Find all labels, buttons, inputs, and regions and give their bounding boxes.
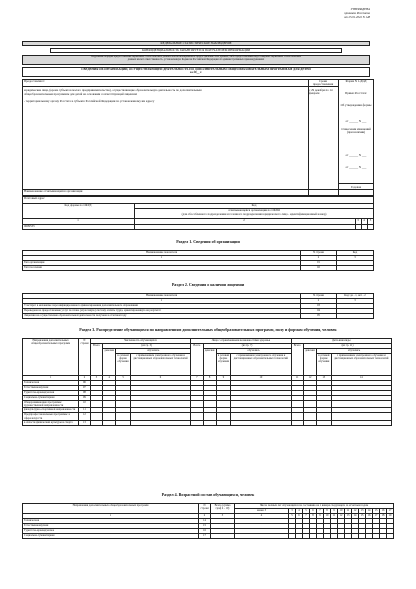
org-col-1: 1 [77, 218, 79, 222]
s3-g2-network: в сетевой форме обучения [216, 354, 231, 376]
s4-age-4: 4 [295, 509, 302, 514]
s4-num-2: 2 [199, 514, 211, 519]
table-row [23, 413, 392, 420]
s4-num-5: 5 [288, 514, 295, 519]
s4-row-1-line: 14 [199, 519, 211, 524]
s3-row-5-cell[interactable] [291, 401, 303, 408]
s4-num-9: 9 [316, 514, 323, 519]
s4-num-12: 12 [337, 514, 344, 519]
s4-num-18: 18 [379, 514, 386, 519]
s4-row-3-line: 16 [199, 529, 211, 534]
s4-num-7: 7 [302, 514, 309, 519]
s3-row-7-cell[interactable] [216, 413, 231, 420]
approval-date-1: от ______ N ___ [345, 119, 367, 123]
s4-num-19: 19 [386, 514, 393, 519]
s2-num-3: 3 [337, 299, 374, 304]
s3-g1-learn: обучались [116, 349, 191, 354]
s3-col-line: N строки [79, 339, 91, 376]
s3-row-7-cell[interactable] [317, 413, 332, 420]
s1-col-code: Код [337, 251, 374, 256]
s4-age-15: 15 [372, 509, 379, 514]
form-number: Форма N 1-ДОД [345, 79, 367, 83]
table-row [23, 314, 374, 319]
s3-row-1-name: Техническая [23, 381, 79, 386]
s3-g1-distance: с применением электронного обучения и дистанционных образовательных технологий [130, 354, 190, 376]
section-1-title: Раздел 1. Сведения об организации [176, 239, 240, 244]
s4-row-4-cell[interactable] [372, 534, 379, 539]
s4-row-4-cell[interactable] [365, 534, 372, 539]
submitters-label: Предоставляют: [24, 79, 45, 83]
s3-row-5-cell[interactable] [303, 401, 316, 408]
s3-row-7-cell[interactable] [331, 413, 391, 420]
approval-about: Об утверждении формы [340, 103, 372, 107]
s3-num-12: 12 [303, 376, 316, 381]
s3-row-1-line: 06 [79, 381, 91, 386]
s1-row-2-value[interactable] [337, 266, 374, 271]
s3-row-7-cell[interactable] [116, 413, 131, 420]
table-row [23, 266, 374, 271]
s4-col-total: Всего (сумма граф 4 - 19) [211, 504, 235, 514]
s3-row-5-cell[interactable] [317, 401, 332, 408]
approved-line-3: от 25.01.2022 N 148 [344, 15, 370, 19]
s4-num-17: 17 [372, 514, 379, 519]
s2-num-1: 1 [23, 299, 301, 304]
s3-num-1: 1 [23, 376, 79, 381]
s4-col-ages: Число полных лет обучающихся по состоянию на 1 января следующего за отчетным годом [235, 504, 394, 509]
s3-row-8-cell[interactable] [116, 420, 131, 425]
s3-row-8-cell[interactable] [191, 420, 203, 425]
s3-g3-girls: девочки [303, 349, 316, 376]
observation-text: ФЕДЕРАЛЬНОЕ СТАТИСТИЧЕСКОЕ НАБЛЮДЕНИЕ [160, 41, 232, 45]
s3-g1-sub: (из гр. 3) [103, 344, 191, 349]
s3-row-4-line: 09 [79, 396, 91, 401]
s2-col-line: N строки [301, 294, 337, 299]
org-col-2: 2 [243, 218, 245, 222]
s1-row-2-line: 02 [301, 266, 337, 271]
s4-age-8: 8 [323, 509, 330, 514]
s4-row-4-cell[interactable] [309, 534, 316, 539]
s4-num-6: 6 [295, 514, 302, 519]
s3-g2-girls: девочки [203, 349, 216, 376]
org-col-3: 3 [357, 218, 359, 222]
s4-row-4-cell[interactable] [302, 534, 309, 539]
s1-num-1: 1 [23, 256, 301, 261]
s4-row-4-cell[interactable] [323, 534, 330, 539]
s4-row-4-line: 17 [199, 534, 211, 539]
s4-age-17: 17 [386, 509, 393, 514]
s1-col-line: N строки [301, 251, 337, 256]
s3-g3-network: в сетевой форме обучения [317, 354, 332, 376]
s4-age-12: 12 [351, 509, 358, 514]
observation-banner [22, 41, 370, 46]
s3-row-7-cell[interactable] [291, 413, 303, 420]
s3-row-8-name: в области физической культуры и спорта [23, 420, 79, 425]
s3-row-7-cell[interactable] [130, 413, 190, 420]
s1-col-name: Наименование показателя [23, 251, 301, 256]
s4-row-4-cell[interactable] [211, 534, 235, 539]
s3-row-7-line: 12 [79, 413, 91, 420]
section-4-title: Раздел 4. Возрастной состав обучающихся, человек [161, 492, 255, 497]
s4-row-4-cell[interactable] [386, 534, 393, 539]
s3-row-7-name: Предпрофессиональные программы: в сфере искусств [23, 413, 79, 420]
approved-line-2: приказом Росстата [344, 11, 370, 15]
approval-date-3: от ______ N ___ [345, 165, 367, 169]
s3-num-6: 6 [130, 376, 190, 381]
submitters-line-2: общеобразовательным программам для детей на основании соответствующей лицензии: [24, 92, 138, 96]
s3-row-8-line: 13 [79, 420, 91, 425]
confidential-banner [50, 48, 342, 53]
s3-row-8-cell[interactable] [291, 420, 303, 425]
approval-changes: О внесении изменений (при наличии) [341, 127, 371, 135]
code-label: Код [251, 203, 257, 207]
s3-g2-learn: обучались [216, 349, 291, 354]
s3-num-4: 4 [103, 376, 116, 381]
s2-num-2: 2 [301, 299, 337, 304]
submitters-line-3: - территориальному органу Росстата в субъекте Российской Федерации по установленному им адресу [24, 99, 155, 103]
s4-row-4-cell[interactable] [379, 534, 386, 539]
okpo-note: (для обособленного подразделения и головного подразделения юридического лица - идентификационный номер) [181, 212, 327, 216]
org-col-5: 5 [369, 218, 372, 222]
submitters-line-1: юридические лица, (кроме субъектов малого предпринимательства), осуществляющие образовательную деятельность по дополнительным [24, 88, 202, 92]
s4-col-line: N строки [199, 504, 211, 514]
s3-num-9: 9 [216, 376, 231, 381]
org-name-label: Наименование отчитывающейся организации [24, 189, 83, 193]
s3-row-5-name: Общеразвивающие программы: художественной направленности [23, 401, 79, 408]
s4-row-2-name: Естественнонаучная [23, 524, 199, 529]
s3-g2-distance: с применением электронного обучения и дистанционных образовательных технологий [231, 354, 291, 376]
table-row [23, 420, 392, 425]
s1-row-1-line: 01 [301, 261, 337, 266]
s3-g3-sub: (из гр. 11) [303, 344, 391, 349]
s4-row-4-cell[interactable] [358, 534, 365, 539]
s2-row-1-name: Участвует в механизме персонифицированного финансирования дополнительного образования [23, 304, 301, 309]
s3-row-8-cell[interactable] [303, 420, 316, 425]
s3-num-13: 13 [317, 376, 332, 381]
okud-value: 0609533 [24, 224, 35, 228]
periodicity: Годовая [351, 185, 361, 189]
s4-row-4-cell[interactable] [330, 534, 337, 539]
s4-age-9: 9 [330, 509, 337, 514]
s4-age-11: 11 [344, 509, 351, 514]
s3-g3-total: Всего [291, 344, 303, 376]
s3-group-3: Дети-инвалиды [291, 339, 392, 344]
s1-row-1-name: Тип организации [23, 261, 301, 266]
submitters-block [22, 79, 374, 196]
s3-row-3-name: Туристско-краеведческая [23, 391, 79, 396]
s3-row-5-cell[interactable] [103, 401, 116, 408]
s1-row-2-name: Тип поселения [23, 266, 301, 271]
s4-age-under3: менее 3 [235, 509, 289, 514]
s4-num-15: 15 [358, 514, 365, 519]
section-4-table [22, 503, 394, 539]
s2-row-2-name: Переведена на предоставление услуг по плане (отраслевую) систему оплаты труда, ориентированную на результат [23, 309, 301, 314]
s4-num-14: 14 [351, 514, 358, 519]
s3-row-2-name: Естественнонаучная [23, 386, 79, 391]
s3-group-1: Численность обучающихся [90, 339, 190, 344]
s3-num-2: 2 [79, 376, 91, 381]
s2-row-2-line: 04 [301, 309, 337, 314]
s4-row-2-line: 15 [199, 524, 211, 529]
org-col-4: 4 [363, 218, 365, 222]
s4-num-11: 11 [330, 514, 337, 519]
s4-age-6: 6 [309, 509, 316, 514]
s3-row-8-cell[interactable] [103, 420, 116, 425]
s3-row-5-cell[interactable] [90, 401, 102, 408]
s4-row-4-cell[interactable] [316, 534, 323, 539]
s4-num-16: 16 [365, 514, 372, 519]
s3-col-name: Направления дополнительных общеобразовательных программ [23, 339, 79, 376]
s3-num-3: 3 [90, 376, 102, 381]
s3-row-5-cell[interactable] [331, 401, 391, 408]
s4-row-4-cell[interactable] [288, 534, 295, 539]
s3-row-8-cell[interactable] [90, 420, 102, 425]
s4-num-8: 8 [309, 514, 316, 519]
s3-num-14: 14 [331, 376, 391, 381]
s3-row-8-cell[interactable] [331, 420, 391, 425]
confidential-text: КОНФИДЕНЦИАЛЬНОСТЬ ГАРАНТИРУЕТСЯ ПОЛУЧАТЕЛЕМ ИНФОРМАЦИИ [141, 48, 251, 52]
table-row [23, 534, 394, 539]
s3-g1-network: в сетевой форме обучения [116, 354, 131, 376]
s4-age-16: 16 [379, 509, 386, 514]
s3-row-5-cell[interactable] [130, 401, 190, 408]
s4-age-13: 13 [358, 509, 365, 514]
s3-row-7-cell[interactable] [303, 413, 316, 420]
section-2-title: Раздел 2. Сведения о наличии лицензии [171, 282, 245, 287]
s3-num-11: 11 [291, 376, 303, 381]
org-address-label: Почтовый адрес [24, 196, 45, 200]
s3-num-5: 5 [116, 376, 131, 381]
approval-order: Приказ Росстата: [345, 91, 367, 95]
warning-banner [22, 55, 370, 65]
s3-num-8: 8 [203, 376, 216, 381]
s4-num-1: 1 [23, 514, 199, 519]
s4-row-4-cell[interactable] [235, 534, 289, 539]
s3-num-10: 10 [231, 376, 291, 381]
okpo-label: отчитывающейся организации по ОКПО [227, 208, 281, 212]
s3-g2-total: Всего [191, 344, 203, 376]
s3-row-5-cell[interactable] [191, 401, 203, 408]
table-row [23, 401, 392, 408]
s3-row-7-cell[interactable] [231, 413, 291, 420]
s4-num-4: 4 [235, 514, 289, 519]
approved-line-1: УТВЕРЖДЕНА [350, 7, 370, 11]
s2-col-code: Код: да - 1, нет - 2 [337, 294, 374, 299]
s3-row-6-name: физкультурно-спортивной направленности [23, 408, 79, 413]
section-2-table [22, 293, 374, 319]
s3-row-8-cell[interactable] [203, 420, 216, 425]
s3-row-8-cell[interactable] [216, 420, 231, 425]
s4-num-10: 10 [323, 514, 330, 519]
s1-num-2: 2 [301, 256, 337, 261]
s4-age-10: 10 [337, 509, 344, 514]
s3-row-8-cell[interactable] [317, 420, 332, 425]
s3-row-3-line: 08 [79, 391, 91, 396]
s1-num-3: 3 [337, 256, 374, 261]
okud-label: Код формы по ОКУД [64, 203, 92, 207]
s2-col-name: Наименование показателя [23, 294, 301, 299]
s3-row-5-cell[interactable] [116, 401, 131, 408]
warning-line-2: данных влечет ответственность, установленную Кодексом Российской Федерации об административных правонарушениях [127, 57, 265, 61]
s4-col-name: Направления дополнительных общеобразовательных программ [23, 504, 199, 514]
s3-g1-girls: девочки [103, 349, 116, 376]
s2-row-3-name: Лицензия на осуществление образовательной деятельности получена в отчетном году [23, 314, 301, 319]
warning-line-1: Нарушение порядка предоставления первичных статистических данных или несвоевременное предоставление этих данных, либо предоставление недостоверных первичных статистических [90, 55, 302, 58]
s3-row-8-cell[interactable] [231, 420, 291, 425]
s4-row-3-name: Туристско-краеведческое [23, 529, 199, 534]
s4-row-4-name: Социально-гуманитарная [23, 534, 199, 539]
form-title: СВЕДЕНИЯ ОБ ОРГАНИЗАЦИИ, ОСУЩЕСТВЛЯЮЩЕЙ ДЕЯТЕЛЬНОСТЬ ПО ДОПОЛНИТЕЛЬНЫМ ОБЩЕОБРАЗОВАТЕЛЬНЫМ ПРОГРАММАМ ДЛЯ ДЕТЕЙ [81, 67, 311, 71]
s4-num-3: 3 [211, 514, 235, 519]
s3-g1-total: Всего [90, 344, 102, 376]
s4-row-4-cell[interactable] [344, 534, 351, 539]
deadlines-label: Сроки предоставления [312, 79, 334, 87]
s3-row-4-name: Социально-гуманитарная [23, 396, 79, 401]
section-1-table [22, 250, 374, 271]
section-3-table [22, 338, 392, 426]
s4-age-14: 14 [365, 509, 372, 514]
s3-g3-learn: обучались [317, 349, 392, 354]
form-title-box [22, 67, 370, 77]
approval-date-2: от ______ N ___ [345, 153, 367, 157]
s3-row-5-cell[interactable] [216, 401, 231, 408]
s4-row-1-name: Техническая [23, 519, 199, 524]
s4-row-4-cell[interactable] [337, 534, 344, 539]
s3-row-7-cell[interactable] [103, 413, 116, 420]
s3-row-8-cell[interactable] [130, 420, 190, 425]
s4-row-4-cell[interactable] [295, 534, 302, 539]
deadline-value: с 29 декабря по 14 февраля [309, 88, 333, 96]
s3-g3-distance: с применением электронного обучения и дистанционных образовательных технологий [331, 354, 391, 376]
s4-row-4-cell[interactable] [351, 534, 358, 539]
s3-group-2: Лица с ограниченными возможностями здоровья [191, 339, 291, 344]
s3-row-2-line: 07 [79, 386, 91, 391]
s2-row-3-value[interactable] [337, 314, 374, 319]
s3-row-7-cell[interactable] [203, 413, 216, 420]
s3-num-7: 7 [191, 376, 203, 381]
s2-row-1-line: 03 [301, 304, 337, 309]
form-period: за 20__ г. [190, 70, 202, 75]
s3-row-6-line: 11 [79, 408, 91, 413]
s3-row-5-line: 10 [79, 401, 91, 408]
s4-age-5: 5 [302, 509, 309, 514]
s2-row-3-line: 05 [301, 314, 337, 319]
s3-row-5-cell[interactable] [203, 401, 216, 408]
section-3-title: Раздел 3. Распределение обучающихся по направлениям дополнительных общеобразовательных программ, полу и формам обучения, человек [79, 327, 337, 332]
s3-row-5-cell[interactable] [231, 401, 291, 408]
s3-g2-sub: (из гр. 7) [203, 344, 291, 349]
s4-age-3: 3 [288, 509, 295, 514]
s4-age-7: 7 [316, 509, 323, 514]
s3-row-7-cell[interactable] [191, 413, 203, 420]
s3-row-7-cell[interactable] [90, 413, 102, 420]
s4-num-13: 13 [344, 514, 351, 519]
